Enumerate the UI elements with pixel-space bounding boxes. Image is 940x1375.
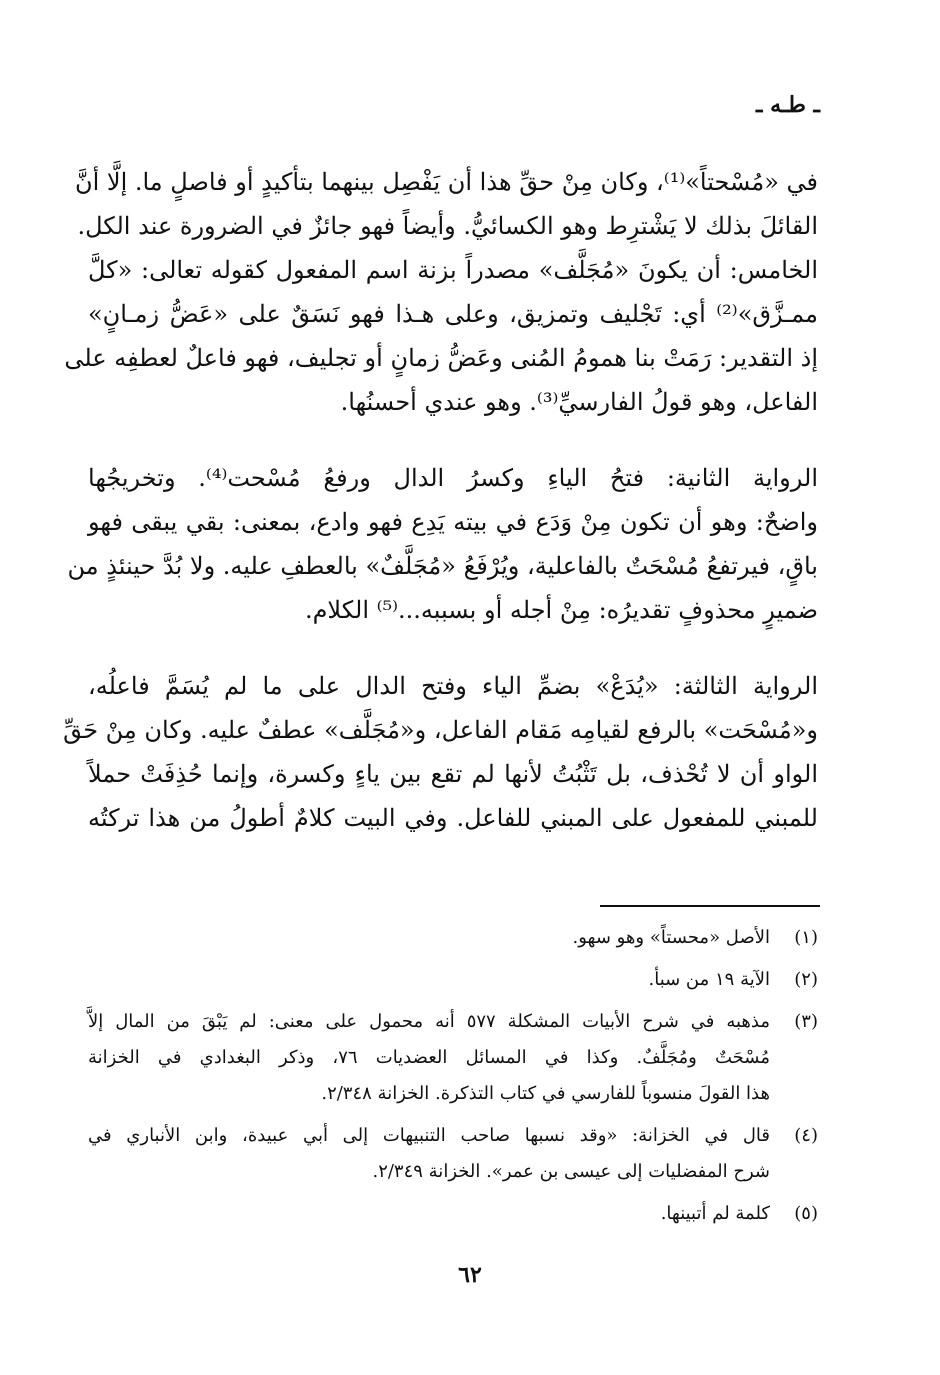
text-line: إذ التقدير: رَمَتْ بنا همومُ المُنى وعَضُّ زمانٍ أو تجليف، فهو فاعلٌ لعطفِه على xyxy=(64,344,818,372)
footnote-line: قال في الخزانة: «وقد نسبها صاحب التنبيهات إلى أبي عبيدة، وابن الأنباري في xyxy=(88,1125,770,1146)
footnote-1 xyxy=(88,920,818,956)
text-line: واضحٌ: وهو أن تكون مِنْ وَدَع في بيته يَدِع فهو وادع، بمعنى: بقي يبقى فهو xyxy=(88,508,818,536)
footnote-number: (٤) xyxy=(794,1125,818,1146)
text-line: الرواية الثانية: فتحُ الياءِ وكسرُ الدال ورفعُ مُسْحت⁽⁴⁾. وتخريجُها xyxy=(88,464,818,492)
footnote-2 xyxy=(88,962,818,998)
footnote-separator xyxy=(600,905,820,907)
text-line: ضميرٍ محذوفٍ تقديرُه: مِنْ أجله أو بسببه...⁽⁵⁾ الكلام. xyxy=(304,596,818,624)
text-line: للمبني للمفعول على المبني للفاعل. وفي البيت كلامٌ أطولُ من هذا تركتُه xyxy=(88,804,818,832)
text-line: الواو أن لا تُحْذف، بل تَثْبُتُ لأنها لم تقع بين ياءٍ وكسرة، وإنما حُذِفَتْ حملاً xyxy=(88,760,818,788)
text-line: ممـزَّق»⁽²⁾ أي: تَجْليف وتمزيق، وعلى هـذا فهو نَسَقٌ على «عَضُّ زمـانٍ» xyxy=(88,300,818,328)
footnote-5 xyxy=(88,1196,818,1232)
text-line: الخامس: أن يكونَ «مُجَلَّف» مصدراً بزنة اسم المفعول كقوله تعالى: «كلَّ xyxy=(88,256,818,284)
footnote-3 xyxy=(88,1004,818,1112)
footnote-number: (٥) xyxy=(794,1203,818,1224)
footnote-line: كلمة لم أتبينها. xyxy=(660,1203,770,1224)
paragraph-3 xyxy=(63,664,818,840)
footnote-line: الأصل «محستاً» وهو سهو. xyxy=(572,927,770,948)
footnote-number: (٣) xyxy=(794,1011,818,1032)
text-line: الرواية الثالثة: «يُدَعْ» بضمِّ الياء وفتح الدال على ما لم يُسَمَّ فاعلُه، xyxy=(88,672,818,700)
paragraph-2 xyxy=(67,456,818,632)
footnote-number: (١) xyxy=(794,927,818,948)
footnote-number: (٢) xyxy=(794,969,818,990)
text-line: و«مُسْحَت» بالرفع لقيامِه مَقام الفاعل، و«مُجَلَّف» عطفٌ عليه. وكان مِنْ حَقِّ xyxy=(63,716,818,744)
text-line: باقٍ، فيرتفعُ مُسْحَتٌ بالفاعلية، ويُرْفَعُ «مُجَلَّفٌ» بالعطفِ عليه. ولا بُدَّ حينئذٍ من xyxy=(67,552,818,580)
footnote-line: مُسْحَتٌ ومُجَلَّفٌ. وكذا في المسائل العضديات ٧٦، وذكر البغدادي في الخزانة xyxy=(88,1047,770,1068)
footnote-line: شرح المفضليات إلى عيسى بن عمر». الخزانة ٢/٣٤٩. xyxy=(372,1161,770,1182)
text-line: الفاعل، وهو قولُ الفارسيِّ⁽³⁾. وهو عندي أحسنُها. xyxy=(340,388,818,416)
footnote-line: هذا القولَ منسوباً للفارسي في كتاب التذكرة. الخزانة ٢/٣٤٨. xyxy=(321,1083,770,1104)
footnotes xyxy=(88,920,818,1238)
footnote-4 xyxy=(88,1118,818,1190)
paragraph-1 xyxy=(64,160,818,424)
footnote-line: الآية ١٩ من سبأ. xyxy=(648,969,770,990)
running-head: ـ طـه ـ xyxy=(756,92,820,118)
main-text xyxy=(63,160,818,872)
page-number: ٦٢ xyxy=(458,1262,482,1288)
text-line: القائلَ بذلك لا يَشْترِط وهو الكسائيُّ. وأيضاً فهو جائزٌ في الضرورة عند الكل. xyxy=(77,212,818,240)
text-line: في «مُسْحتاً»⁽¹⁾، وكان مِنْ حقِّ هذا أن يَفْصِل بينهما بتأكيدٍ أو فاصلٍ ما. إلَّا أنَّ xyxy=(74,168,818,196)
footnote-line: مذهبه في شرح الأبيات المشكلة ٥٧٧ أنه محمول على معنى: لم يَبْقَ من المال إلاَّ xyxy=(88,1011,770,1032)
